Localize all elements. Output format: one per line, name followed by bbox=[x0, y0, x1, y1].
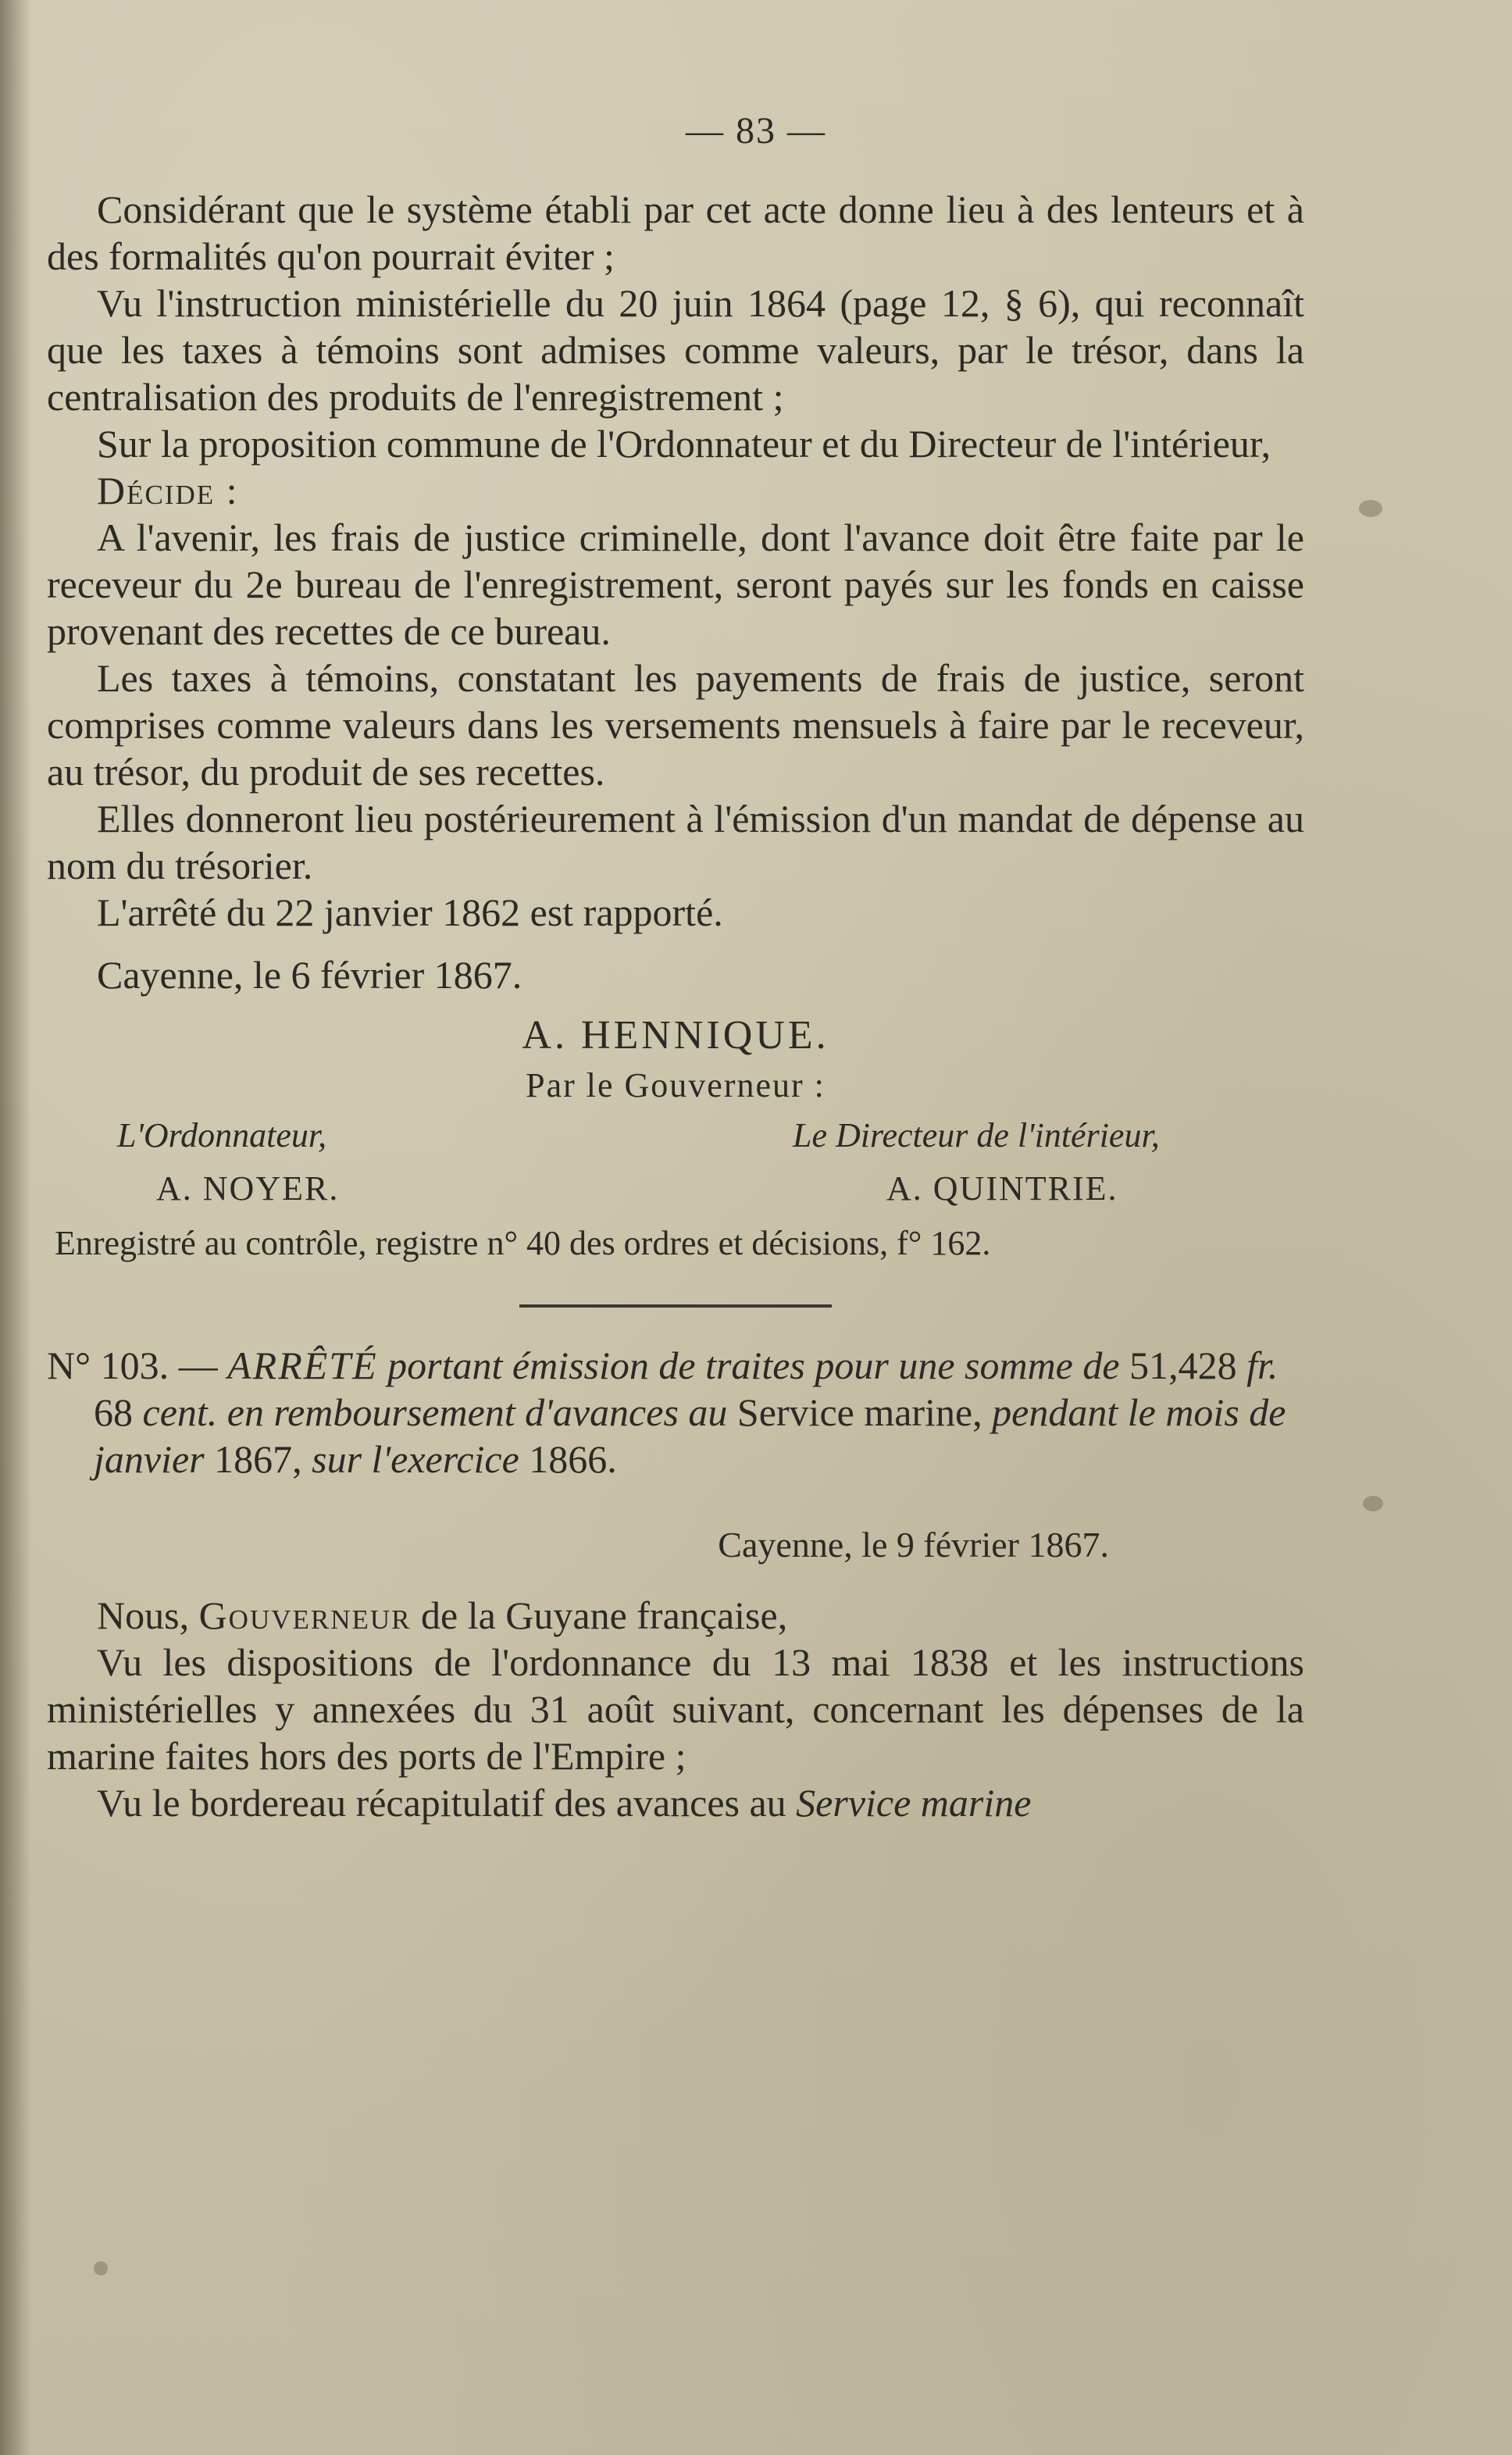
directeur-block bbox=[676, 1109, 1304, 1215]
countersignatures bbox=[47, 1109, 1304, 1215]
decree-amount: 51,428 bbox=[1129, 1343, 1237, 1387]
decree-title-part: pendant le mois de janvier bbox=[94, 1390, 1286, 1481]
ordonnateur-title: L'Ordonnateur, bbox=[117, 1116, 327, 1154]
decree-title-part: sur l'exercice bbox=[312, 1437, 519, 1481]
decree-month-year: 1867, bbox=[214, 1437, 302, 1481]
decree-title-part: portant émission de traites pour une somme de bbox=[387, 1343, 1120, 1387]
decree-type: ARRÊTÉ bbox=[227, 1343, 378, 1387]
decree-service: Service marine, bbox=[736, 1390, 982, 1434]
decree-place-date: Cayenne, le 9 février 1867. bbox=[718, 1525, 1109, 1565]
ink-spot bbox=[94, 2261, 108, 2275]
directeur-title: Le Directeur de l'intérieur, bbox=[793, 1116, 1160, 1154]
registration-note: Enregistré au contrôle, registre n° 40 des ordres et décisions, f° 162. bbox=[55, 1224, 991, 1262]
preamble-line bbox=[47, 1592, 1304, 1639]
last-line-text: Vu le bordereau récapitulatif des avances au bbox=[97, 1781, 786, 1825]
decree-title-part: cent. en remboursement d'avances au bbox=[142, 1390, 728, 1434]
paragraph: Sur la proposition commune de l'Ordonnateur et du Directeur de l'intérieur, bbox=[97, 422, 1271, 466]
ordonnateur-name: A. NOYER. bbox=[156, 1169, 340, 1208]
decree-title-part: fr. bbox=[1246, 1343, 1278, 1387]
governor-signature: A. HENNIQUE. bbox=[522, 1013, 829, 1058]
par-le-gouverneur: Par le Gouverneur : bbox=[526, 1066, 826, 1104]
decree-title bbox=[47, 1342, 1304, 1483]
decree-cents: 68 bbox=[94, 1390, 133, 1434]
page-binding-shadow bbox=[0, 0, 31, 2455]
ink-spot bbox=[1359, 500, 1382, 517]
decree-number: N° 103. — bbox=[47, 1343, 218, 1387]
nous-label: Nous, bbox=[97, 1593, 190, 1637]
directeur-name: A. QUINTRIE. bbox=[886, 1169, 1118, 1208]
decision-paragraph: Les taxes à témoins, constatant les payements de frais de justice, seront comprises comme valeurs dans les versements mensuels à faire par le receveur, au trésor, du produit de ses recettes. bbox=[47, 656, 1304, 794]
section-divider bbox=[519, 1304, 832, 1308]
nous-rest: de la Guyane française, bbox=[421, 1593, 788, 1637]
decree-body bbox=[47, 186, 1304, 1826]
ink-spot bbox=[1363, 1496, 1383, 1511]
paragraph: Vu l'instruction ministérielle du 20 juin 1864 (page 12, § 6), qui reconnaît que les taxes à témoins sont admises comme valeurs, par le trésor, dans la centralisation des produits de l'enregistrement ; bbox=[47, 281, 1304, 419]
ordonnateur-block bbox=[47, 1109, 676, 1215]
decision-paragraph: A l'avenir, les frais de justice criminelle, dont l'avance doit être faite par le receveur du 2e bureau de l'enregistrement, seront payés sur les fonds en caisse provenant des recettes de ce bureau. bbox=[47, 516, 1304, 653]
paragraph: Vu les dispositions de l'ordonnance du 13 mai 1838 et les instructions ministérielles y annexées du 31 août suivant, concernant les dépenses de la marine faites hors des ports de l'Empire ; bbox=[47, 1640, 1304, 1778]
paragraph: Considérant que le système établi par cet acte donne lieu à des lenteurs et à des formalités qu'on pourrait éviter ; bbox=[47, 187, 1304, 278]
decide-heading: Décide : bbox=[97, 469, 239, 512]
gouverneur-label: Gouverneur bbox=[198, 1593, 412, 1637]
paragraph-partial bbox=[47, 1779, 1304, 1826]
page-number: — 83 — bbox=[686, 110, 826, 152]
decree-exercise-year: 1866. bbox=[529, 1437, 617, 1481]
decision-paragraph: Elles donneront lieu postérieurement à l'émission d'un mandat de dépense au nom du trésorier. bbox=[47, 797, 1304, 887]
last-line-italic: Service marine bbox=[796, 1781, 1032, 1825]
signing-date: Cayenne, le 6 février 1867. bbox=[97, 953, 522, 997]
decision-paragraph: L'arrêté du 22 janvier 1862 est rapporté. bbox=[97, 890, 723, 934]
